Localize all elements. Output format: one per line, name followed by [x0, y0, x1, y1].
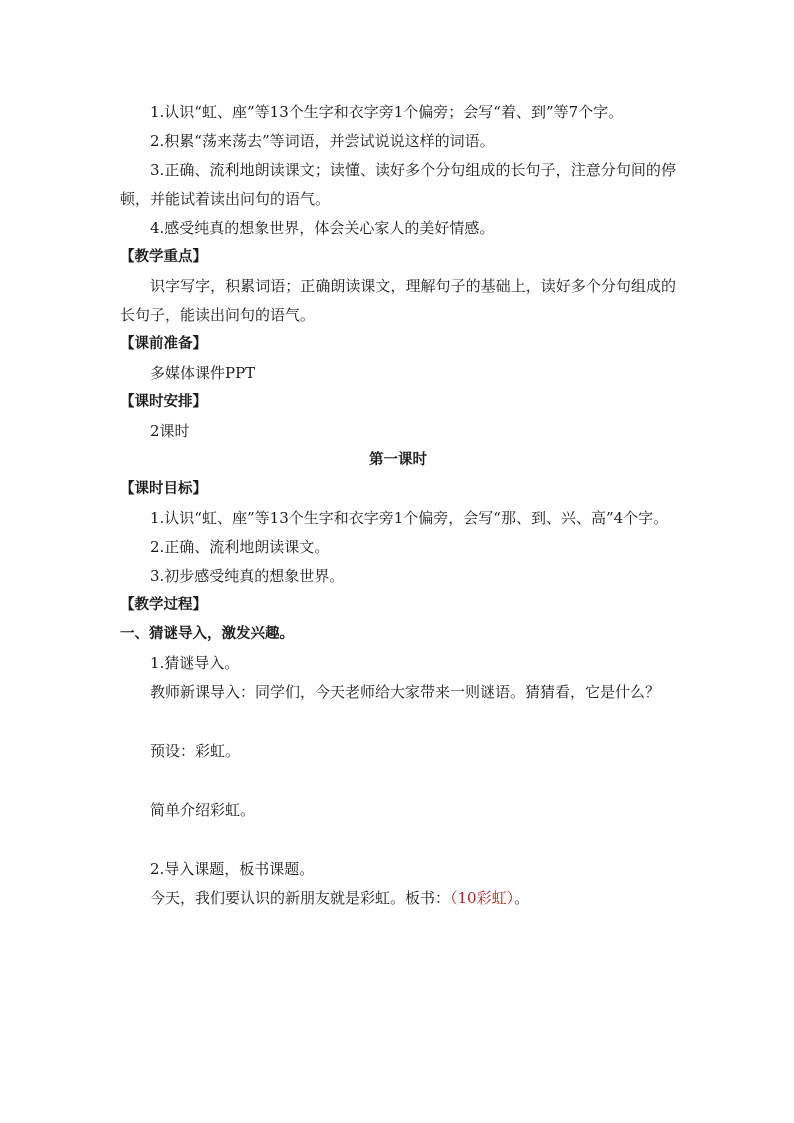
today-end: 。: [514, 889, 530, 907]
objective-3: 3.正确、流利地朗读课文；读懂、读好多个分句组成的长句子，注意分句间的停顿，并能试着读出问句的语气。: [120, 161, 676, 208]
key-points-heading: 【教学重点】: [120, 249, 207, 265]
brief-intro: 简单介绍彩虹。: [150, 801, 256, 819]
objective-2: 2.积累“荡来荡去”等词语，并尝试说说这样的词语。: [150, 132, 495, 150]
preparation-heading: 【课前准备】: [120, 336, 207, 352]
today-text: 今天，我们要认识的新朋友就是彩虹。板书：: [150, 889, 451, 907]
board-title: （10彩虹）: [450, 889, 515, 907]
today-line: [120, 884, 676, 913]
key-points-text: 识字写字，积累词语；正确朗读课文，理解句子的基础上，读好多个分句组成的长句子，能读出问句的语气。: [120, 277, 676, 324]
process-heading: 【教学过程】: [120, 597, 207, 613]
preparation-text: 多媒体课件PPT: [150, 364, 256, 382]
goals-heading: 【课时目标】: [120, 481, 207, 497]
section-1-title: 一、猜谜导入，激发兴趣。: [120, 626, 294, 642]
teacher-intro: 教师新课导入：同学们，今天老师给大家带来一则谜语。猜猜看，它是什么？: [150, 683, 661, 701]
lesson-plan-page: [120, 98, 676, 913]
objective-4: 4.感受纯真的想象世界，体会关心家人的美好情感。: [150, 219, 495, 237]
schedule-text: 2课时: [150, 422, 190, 440]
schedule-heading: 【课时安排】: [120, 394, 207, 410]
goal-1: 1.认识“虹、座”等13个生字和衣字旁1个偏旁，会写“那、到、兴、高”4个字。: [150, 509, 669, 527]
preset-answer: 预设：彩虹。: [150, 742, 241, 760]
goal-3: 3.初步感受纯真的想象世界。: [150, 567, 345, 585]
objective-1: 1.认识“虹、座”等13个生字和衣字旁1个偏旁；会写“着、到”等7个字。: [150, 103, 624, 121]
step-2: 2.导入课题，板书课题。: [150, 860, 315, 878]
goal-2: 2.正确、流利地朗读课文。: [150, 538, 330, 556]
lesson-title: 第一课时: [369, 452, 427, 468]
step-1: 1.猜谜导入。: [150, 654, 240, 672]
